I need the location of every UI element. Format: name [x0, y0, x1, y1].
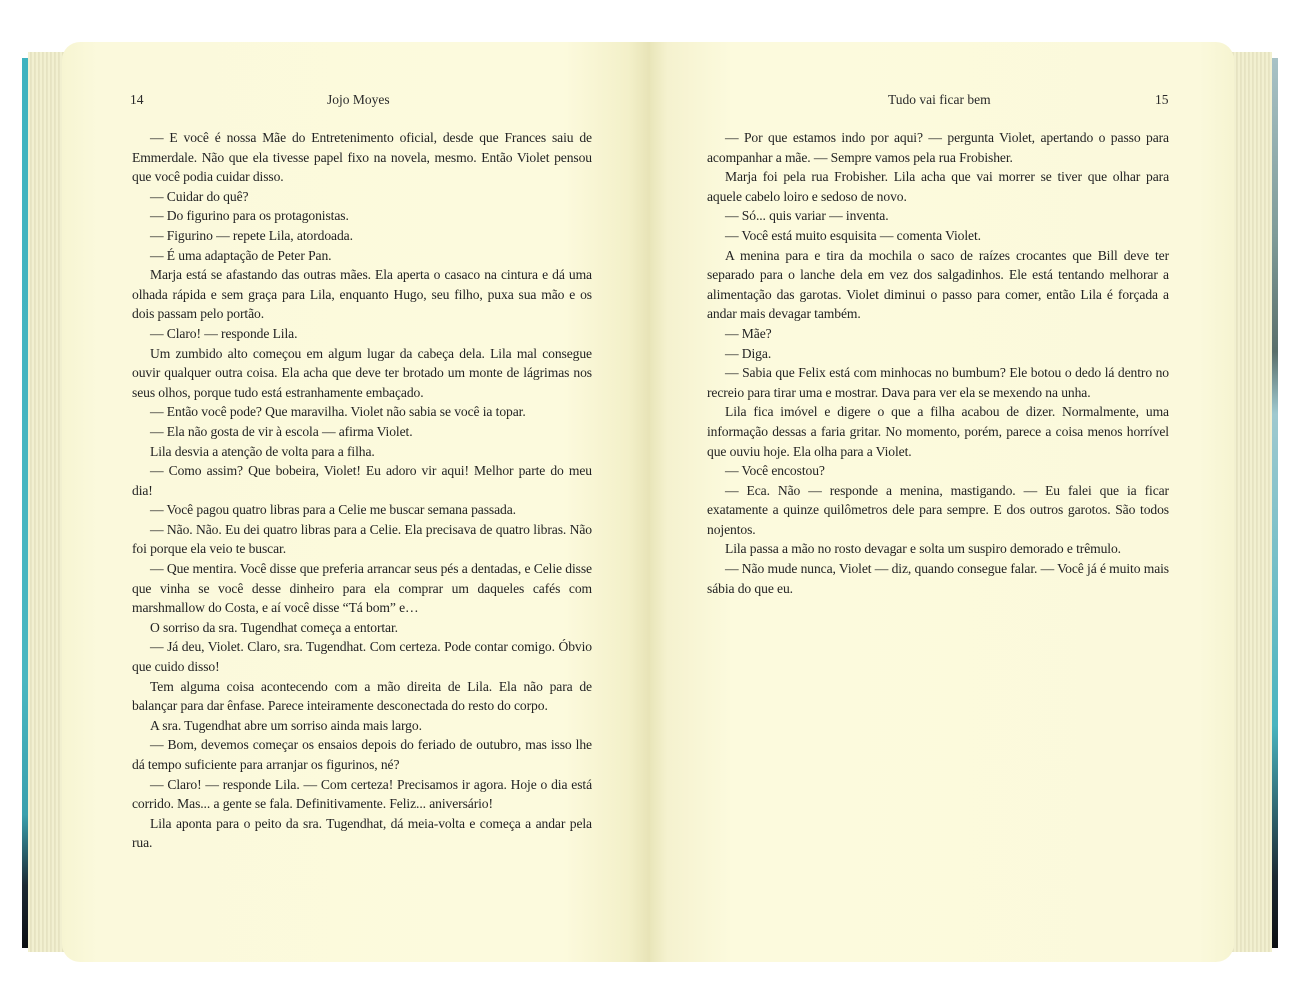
paragraph: Marja está se afastando das outras mães. Ela aperta o casaco na cintura e dá uma olhada rápida e sem graça para Lila, enquanto Hugo, seu filho, puxa sua mão e os dois passam pelo portão. [132, 267, 592, 322]
paragraph: A menina para e tira da mochila o saco de raízes crocantes que Bill deve ter separado para o lanche dela em vez dos salgadinhos. Ele está tentando melhorar a alimentação das garotas. Violet diminui o passo para comer, então Lila é forçada a andar mais devagar também. [707, 247, 1169, 322]
running-head-title: Tudo vai ficar bem [888, 92, 991, 107]
left-page-text [132, 128, 592, 853]
page-number-left: 14 [130, 92, 144, 107]
paragraph: Lila passa a mão no rosto devagar e solta um suspiro demorado e trêmulo. [725, 541, 1121, 557]
paragraph: — Mãe? [725, 325, 772, 341]
paragraph: — É uma adaptação de Peter Pan. [150, 247, 332, 263]
paragraph: — Você pagou quatro libras para a Celie me buscar semana passada. [150, 502, 516, 518]
paragraph: — Figurino — repete Lila, atordoada. [150, 227, 353, 243]
paragraph: Tem alguma coisa acontecendo com a mão direita de Lila. Ela não para de balançar para dar ênfase. Parece inteiramente desconectada do resto do corpo. [132, 678, 592, 714]
paragraph: — E você é nossa Mãe do Entretenimento oficial, desde que Frances saiu de Emmerdale. Não que ela tivesse papel fixo na novela, mesmo. Então Violet pensou que você podia cuidar disso. [132, 130, 592, 185]
paragraph: — Cuidar do quê? [150, 188, 249, 204]
paragraph: — Diga. [725, 345, 772, 361]
paragraph: Um zumbido alto começou em algum lugar da cabeça dela. Lila mal consegue ouvir qualquer outra coisa. Ela acha que deve ter brotado um monte de lágrimas nos seus olhos, porque tudo está estranhamente embaçado. [132, 345, 592, 400]
paragraph: A sra. Tugendhat abre um sorriso ainda mais largo. [150, 717, 422, 733]
paragraph: Lila desvia a atenção de volta para a filha. [150, 443, 375, 459]
paragraph: — Não mude nunca, Violet — diz, quando consegue falar. — Você já é muito mais sábia do que eu. [707, 561, 1169, 596]
paragraph: — Claro! — responde Lila. [150, 325, 298, 341]
right-page-text [707, 128, 1169, 598]
paragraph: — Você está muito esquisita — comenta Violet. [725, 227, 981, 243]
paragraph: — Como assim? Que bobeira, Violet! Eu adoro vir aqui! Melhor parte do meu dia! [132, 463, 592, 498]
paragraph: O sorriso da sra. Tugendhat começa a entortar. [150, 619, 398, 635]
page-number-right: 15 [1155, 92, 1169, 107]
paragraph: — Então você pode? Que maravilha. Violet não sabia se você ia topar. [150, 404, 526, 420]
paragraph: — Já deu, Violet. Claro, sra. Tugendhat. Com certeza. Pode contar comigo. Óbvio que cuido disso! [132, 639, 592, 675]
paragraph: — Só... quis variar — inventa. [725, 208, 889, 224]
paragraph: — Você encostou? [725, 463, 825, 479]
paragraph: — Que mentira. Você disse que preferia arrancar seus pés a dentadas, e Celie disse que vinha se você desse dinheiro para ela comprar um daqueles cafés com marshmallow do Costa, e aí você disse “Tá bom” e… [132, 561, 592, 616]
right-page [650, 42, 1234, 962]
paragraph: — Por que estamos indo por aqui? — pergunta Violet, apertando o passo para acompanhar a mãe. — Sempre vamos pela rua Frobisher. [707, 130, 1169, 165]
paragraph: Marja foi pela rua Frobisher. Lila acha que vai morrer se tiver que olhar para aquele cabelo loiro e sedoso de novo. [707, 169, 1169, 204]
paragraph: — Sabia que Felix está com minhocas no bumbum? Ele botou o dedo lá dentro no recreio para tirar uma e mostrar. Dava para ver ela se mexendo na unha. [707, 365, 1169, 400]
left-page [62, 42, 652, 962]
paragraph: Lila aponta para o peito da sra. Tugendhat, dá meia-volta e começa a andar pela rua. [132, 815, 592, 851]
paragraph: — Claro! — responde Lila. — Com certeza! Precisamos ir agora. Hoje o dia está corrido. Mas... a gente se fala. Definitivamente. Feliz... aniversário! [132, 776, 592, 812]
running-head-author: Jojo Moyes [327, 92, 390, 107]
paragraph: — Ela não gosta de vir à escola — afirma Violet. [150, 423, 413, 439]
paragraph: Lila fica imóvel e digere o que a filha acabou de dizer. Normalmente, uma informação dessas a faria gritar. No momento, porém, parece a coisa menos horrível que ouviu hoje. Ela olha para a Violet. [707, 404, 1169, 459]
paragraph: — Bom, devemos começar os ensaios depois do feriado de outubro, mas isso lhe dá tempo suficiente para arranjar os figurinos, né? [132, 737, 592, 772]
paragraph: — Não. Não. Eu dei quatro libras para a Celie. Ela precisava de quatro libras. Não foi porque ela veio te buscar. [132, 521, 592, 557]
paragraph: — Eca. Não — responde a menina, mastigando. — Eu falei que ia ficar exatamente a quinze quilômetros dele para sempre. E dos outros garotos. São todos nojentos. [707, 482, 1169, 537]
page-edges-right [1230, 52, 1272, 952]
paragraph: — Do figurino para os protagonistas. [150, 208, 349, 224]
